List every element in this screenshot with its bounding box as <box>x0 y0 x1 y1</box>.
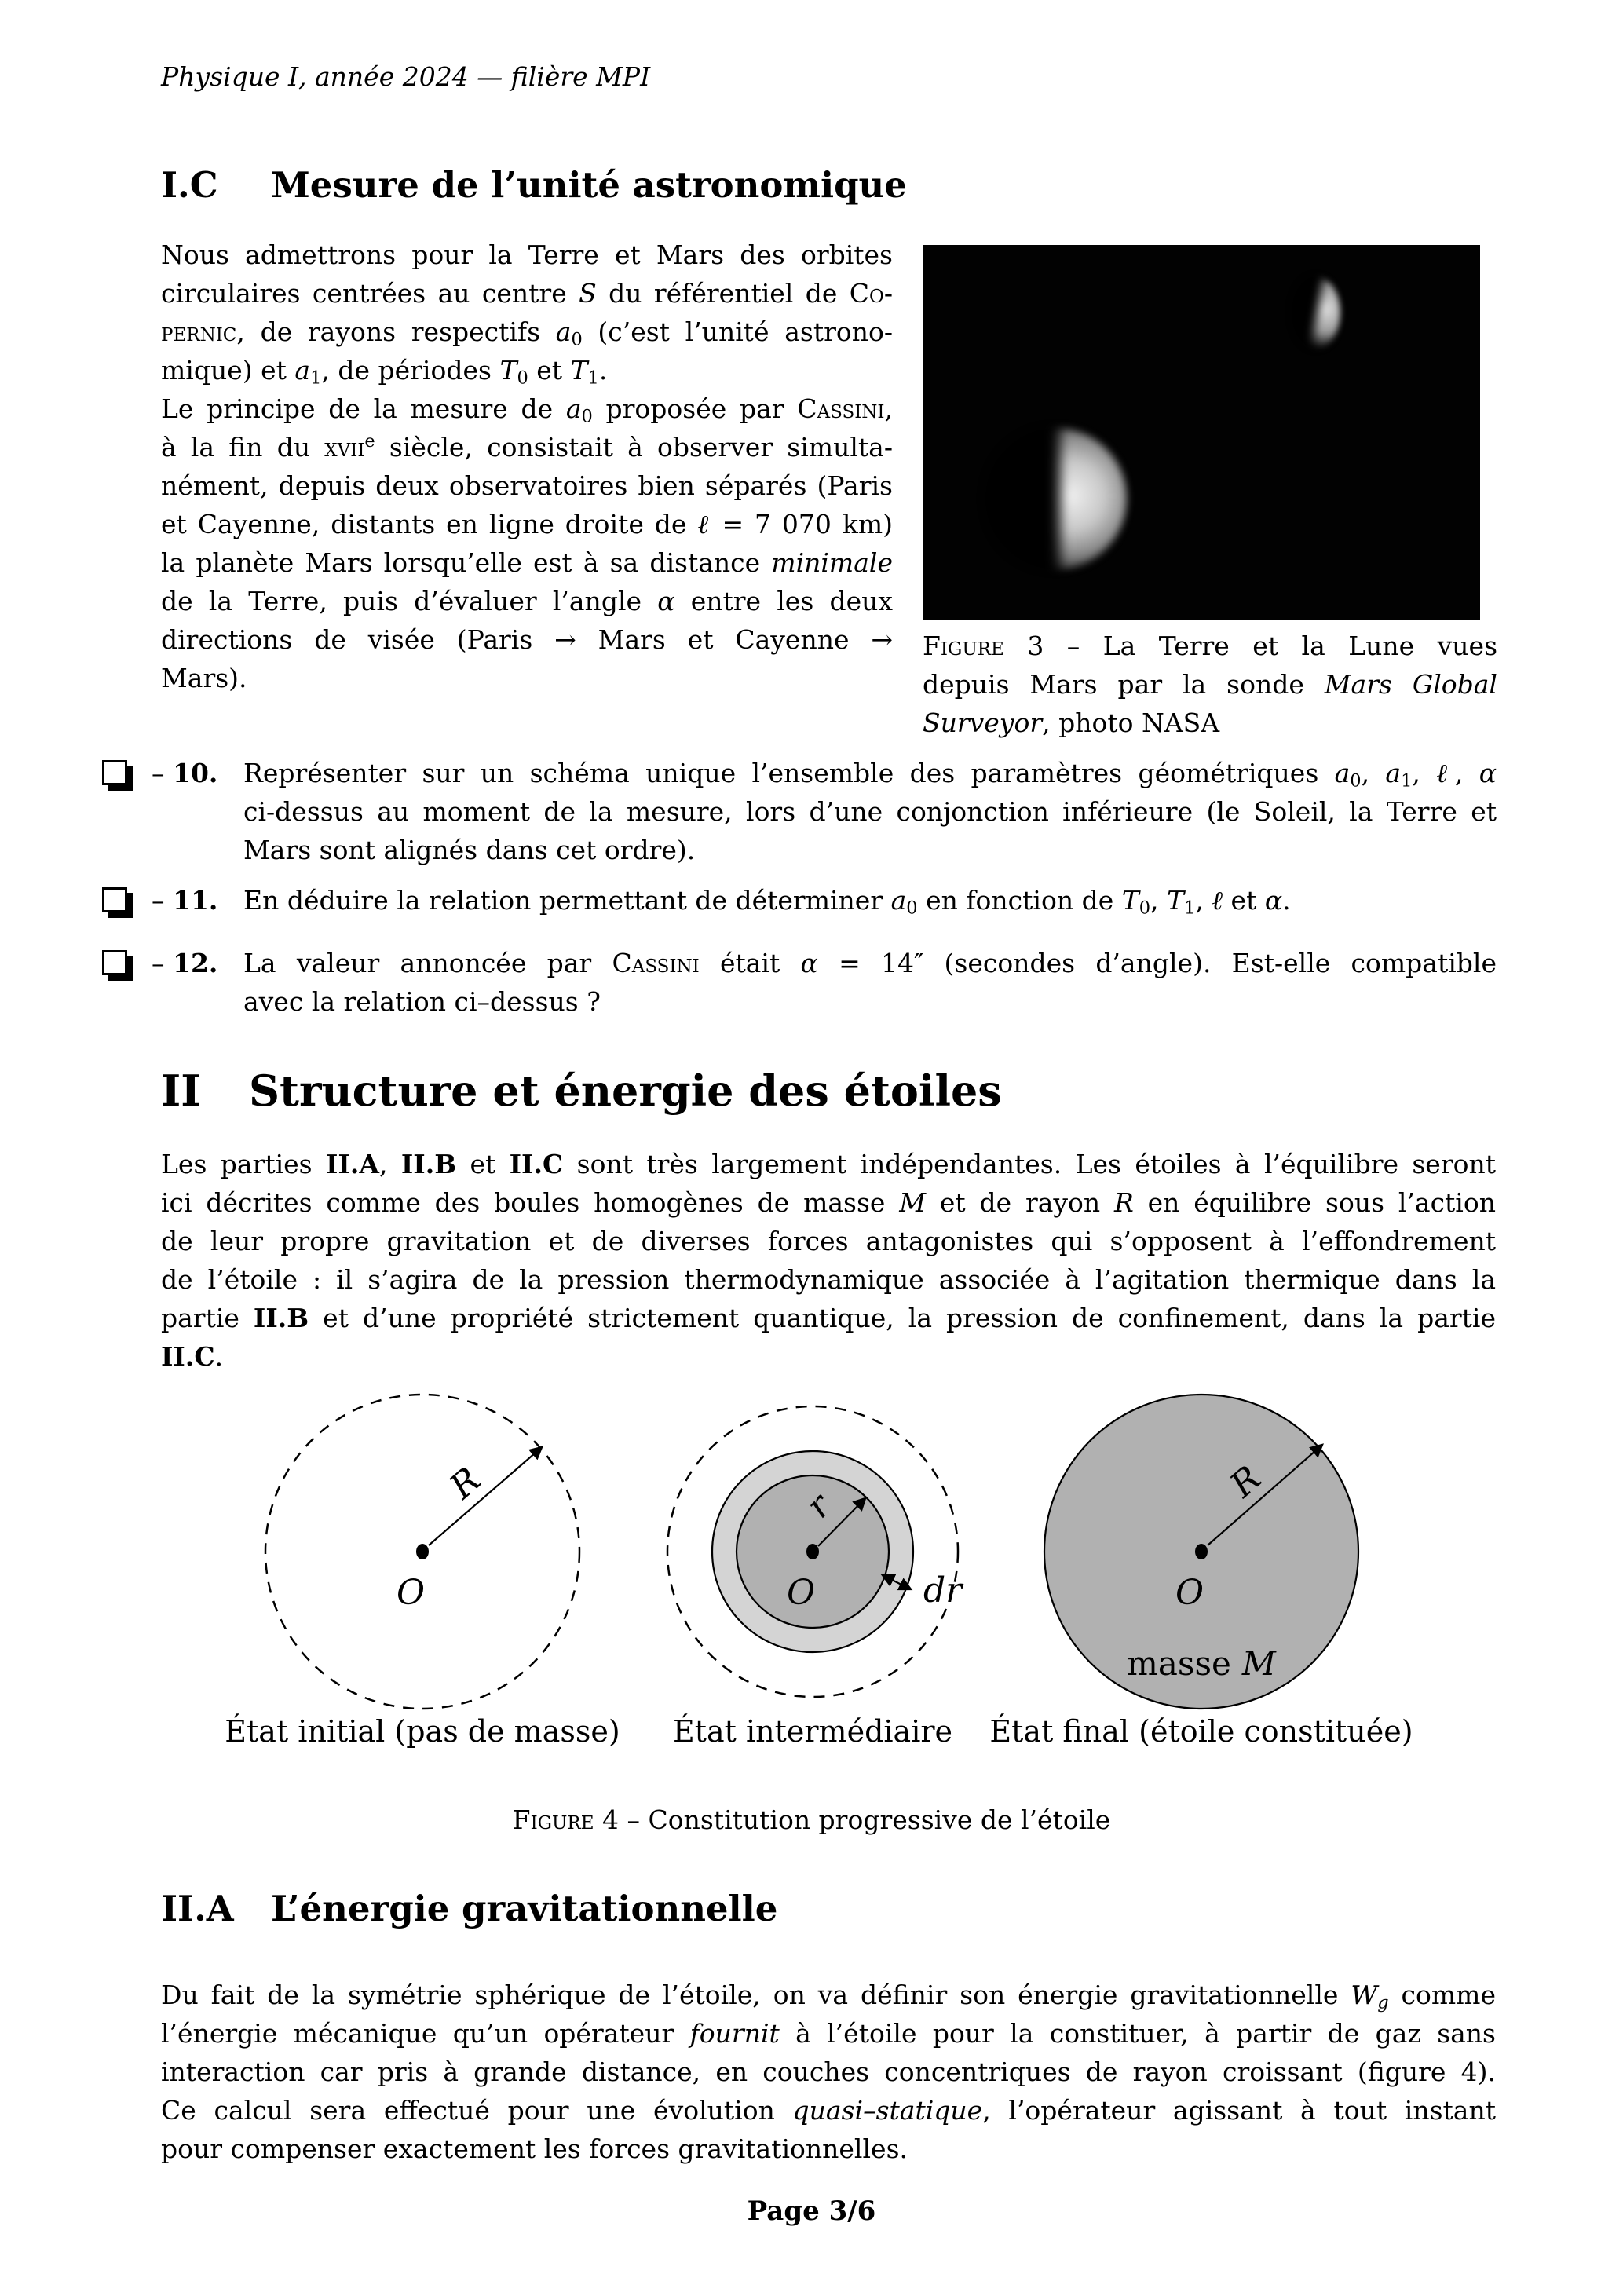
text-run: R <box>1113 1187 1134 1218</box>
text-run: Cassini <box>797 393 885 424</box>
text-run: 1 <box>587 367 599 389</box>
diagram-initial-state <box>225 1395 620 1749</box>
question-10-text <box>243 754 1497 869</box>
radius-arrow <box>429 1447 542 1545</box>
text-run: 0 <box>1350 770 1362 792</box>
text-run: W <box>1351 1980 1378 2010</box>
text-run: T <box>570 355 588 386</box>
text-run: Co- <box>849 278 893 309</box>
part-iia-paragraph <box>161 1976 1496 2168</box>
text-line: ci-dessus au moment de la mesure, lors d’une conjonction inférieure (le Soleil, la Terre et <box>243 796 1497 827</box>
text-run: 0 <box>517 367 528 389</box>
text-line: Mars sont alignés dans cet ordre). <box>243 835 696 865</box>
text-run: II.C <box>509 1149 564 1179</box>
text-line: ici décrites comme des boules homogènes de masse M et de rayon R en équilibre sous l’action <box>161 1187 1496 1218</box>
text-run: S <box>579 278 597 309</box>
section-iia-heading <box>161 1888 778 1929</box>
text-run: II.B <box>400 1149 457 1179</box>
text-run: Surveyor <box>923 707 1043 738</box>
mass-annotation <box>1127 1644 1277 1683</box>
radius-label: R <box>1223 1457 1269 1506</box>
text-run: T <box>1121 885 1139 916</box>
text-run: II.A <box>325 1149 379 1179</box>
figure4-caption: Figure 4 – Constitution progressive de l’étoile <box>512 1804 1111 1835</box>
text-run: Cassini <box>612 948 700 978</box>
text-line: En déduire la relation permettant de déterminer a0 en fonction de T0, T1, ℓ et α. <box>243 885 1291 919</box>
text-line: la planète Mars lorsqu’elle est à sa distance minimale <box>161 547 893 578</box>
text-run: Figure <box>512 1804 594 1835</box>
text-run: Figure <box>923 631 1004 661</box>
text-line: partie II.B et d’une propriété strictement quantique, la pression de confinement, dans la partie <box>161 1303 1496 1333</box>
text-run: g <box>1377 1992 1389 2013</box>
text-line: II.C. <box>161 1341 224 1372</box>
text-run: ℓ <box>697 509 711 539</box>
text-run: α <box>657 586 675 616</box>
moon-crescent <box>1292 276 1340 349</box>
diagram-intermediate-state <box>667 1406 964 1749</box>
section-iia-title: L’énergie gravitationnelle <box>271 1888 778 1929</box>
text-line: mique) et a1, de périodes T0 et T1. <box>161 355 608 389</box>
figure3-photo <box>923 245 1480 620</box>
section-iia-number: II.A <box>161 1888 234 1929</box>
section-ic-heading <box>161 164 907 206</box>
text-line: l’énergie mécanique qu’un opérateur fournit à l’étoile pour la constituer, à partir de gaz sans <box>161 2018 1496 2049</box>
figure4-diagrams <box>118 1365 1531 1773</box>
text-run: e <box>364 431 375 452</box>
text-line: pernic, de rayons respectifs a0 (c’est l’unité astrono- <box>161 316 893 350</box>
center-dot <box>806 1544 819 1559</box>
text-run: M <box>899 1187 927 1218</box>
text-run: a <box>294 355 311 386</box>
diagram-final-state <box>989 1395 1413 1749</box>
question-12-text <box>243 944 1497 1021</box>
radius-label: R <box>442 1459 488 1508</box>
text-run: 10. <box>173 758 218 788</box>
text-line: depuis Mars par la sonde Mars Global <box>923 669 1497 700</box>
question-11-number: – 11. <box>152 885 218 916</box>
text-run: a <box>1385 758 1402 788</box>
center-label: O <box>786 1573 816 1613</box>
text-run: 0 <box>1139 898 1151 919</box>
text-line: et Cayenne, distants en ligne droite de ℓ = 7 070 km) <box>161 509 893 539</box>
center-dot <box>416 1544 429 1559</box>
text-line: de la Terre, puis d’évaluer l’angle α entre les deux <box>161 586 893 616</box>
center-dot <box>1195 1544 1208 1559</box>
text-line: de l’étoile : il s’agira de la pression thermodynamique associée à l’agitation thermique dans la <box>161 1264 1496 1295</box>
intro-paragraph <box>161 236 893 697</box>
text-line: Le principe de la mesure de a0 proposée par Cassini, <box>161 393 893 427</box>
question-11-text <box>243 881 1497 919</box>
center-label: O <box>396 1573 426 1613</box>
text-line: Ce calcul sera effectué pour une évolution quasi–statique, l’opérateur agissant à tout instant <box>161 2095 1496 2126</box>
figure3-caption <box>923 627 1497 742</box>
text-line: La valeur annoncée par Cassini était α = 14″ (secondes d’angle). Est-elle compatible <box>243 948 1497 978</box>
question-12-number: – 12. <box>152 948 218 978</box>
text-run: a <box>565 393 582 424</box>
text-run: 11. <box>173 885 218 916</box>
mass-symbol: M <box>1241 1644 1276 1683</box>
text-run: 1 <box>310 367 322 389</box>
text-run: xvii <box>324 432 365 462</box>
diagram-caption: État intermédiaire <box>672 1714 953 1749</box>
text-line: Figure 3 – La Terre et la Lune vues <box>923 631 1497 661</box>
text-run: 12. <box>173 948 218 978</box>
text-run: T <box>499 355 517 386</box>
text-run: Mars Global <box>1324 669 1497 700</box>
text-run: ℓ <box>1436 758 1455 788</box>
text-line: Mars). <box>161 663 247 693</box>
text-line: avec la relation ci–dessus ? <box>243 986 601 1017</box>
text-run: a <box>555 316 572 347</box>
text-run: quasi–statique <box>792 2095 983 2126</box>
text-run: α <box>1479 758 1497 788</box>
text-line: à la fin du xvii$^e$ siècle, consistait à observer simulta- <box>161 431 893 462</box>
text-line: pour compenser exactement les forces gravitationnelles. <box>161 2133 908 2164</box>
text-run: minimale <box>771 547 893 578</box>
page-header: Physique I, année 2024 — filière MPI <box>161 61 651 92</box>
diagram-caption: État final (étoile constituée) <box>989 1714 1413 1749</box>
text-line: Les parties II.A, II.B et II.C sont très largement indépendantes. Les étoiles à l’équilibre seront <box>161 1149 1496 1179</box>
text-run: ℓ <box>1212 885 1223 916</box>
text-line: Surveyor, photo NASA <box>923 707 1220 738</box>
text-run: 1 <box>1184 898 1196 919</box>
text-line: de leur propre gravitation et de diverses forces antagonistes qui s’opposent à l’effondrement <box>161 1226 1496 1256</box>
text-run: fournit <box>689 2018 780 2049</box>
text-run: 0 <box>906 898 918 919</box>
text-line: directions de visée (Paris → Mars et Cayenne → <box>161 624 893 655</box>
text-run: α <box>1264 885 1283 916</box>
text-run: a <box>1334 758 1351 788</box>
page-number: Page 3/6 <box>747 2195 876 2227</box>
question-10-number: – 10. <box>152 758 218 788</box>
center-label: O <box>1175 1573 1204 1613</box>
section-ii-heading <box>161 1066 1002 1116</box>
text-run: a <box>890 885 907 916</box>
checkbox-icon <box>102 887 127 912</box>
diagram-caption: État initial (pas de masse) <box>225 1714 620 1749</box>
checkbox-icon <box>102 760 127 785</box>
text-line: Représenter sur un schéma unique l’ensemble des paramètres géométriques a0, a1, ℓ, α <box>243 758 1497 792</box>
part-ii-intro-paragraph <box>161 1145 1496 1376</box>
text-run: 0 <box>571 329 583 350</box>
text-line: interaction car pris à grande distance, en couches concentriques de rayon croissant (figure 4). <box>161 2057 1496 2087</box>
text-run: II.B <box>253 1303 309 1333</box>
section-ic-title: Mesure de l’unité astronomique <box>271 164 907 206</box>
dr-label: dr <box>923 1570 963 1610</box>
earth-crescent <box>985 428 1127 569</box>
text-line: nément, depuis deux observatoires bien séparés (Paris <box>161 470 893 501</box>
text-run: pernic <box>161 316 237 347</box>
text-run: α <box>800 948 818 978</box>
text-run: 0 <box>581 406 593 427</box>
r-label: r <box>798 1486 839 1526</box>
text-line: Du fait de la symétrie sphérique de l’étoile, on va définir son énergie gravitationnelle Wg comme <box>161 1980 1497 2013</box>
section-ii-title: Structure et énergie des étoiles <box>249 1066 1002 1116</box>
text-run: T <box>1167 885 1185 916</box>
section-ii-number: II <box>161 1066 201 1116</box>
text-run: 1 <box>1401 770 1413 792</box>
section-ic-number: I.C <box>161 164 218 206</box>
text-line: Nous admettrons pour la Terre et Mars des orbites <box>161 239 893 270</box>
text-run: II.C <box>161 1341 215 1372</box>
mass-label: masse <box>1127 1644 1231 1683</box>
text-line: circulaires centrées au centre S du référentiel de Co- <box>161 278 893 309</box>
checkbox-icon <box>102 950 127 975</box>
